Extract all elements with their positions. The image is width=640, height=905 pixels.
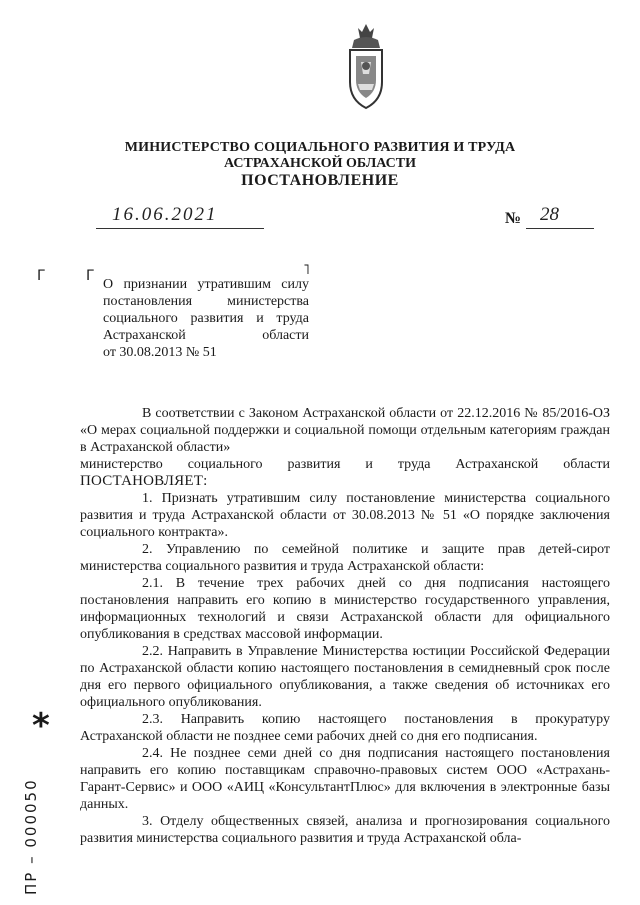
margin-asterisk: *: [32, 706, 50, 746]
number-label: №: [505, 210, 522, 227]
item-3: 3. Отделу общественных связей, анализа и прогнозирования социального развития министерства социального развития и труда Астраханской обла-: [80, 814, 610, 846]
registration-stamp: [22, 775, 62, 895]
title-line: Астраханской области: [103, 328, 309, 343]
item-2-3: 2.3. Направить копию настоящего постановления в прокуратуру Астраханской области не позднее семи рабочих дней со дня его подписания.: [80, 712, 610, 744]
document-body: [80, 405, 610, 847]
coat-of-arms-emblem: [336, 22, 396, 112]
handwritten-number: 28: [540, 204, 559, 225]
item-2-4: 2.4. Не позднее семи дней со дня подписания настоящего постановления направить его копию поставщикам справочно-правовых систем ООО «Астрахань-Гарант-Сервис» и ООО «АИЦ «КонсультантПлюс» для включения в электронные базы данных.: [80, 746, 610, 812]
title-line: постановления министерства: [103, 294, 309, 309]
title-line: от 30.08.2013 № 51: [103, 345, 217, 360]
stamp-text: ПР – 000050: [22, 778, 40, 895]
number-underline: [526, 210, 594, 229]
item-2-1: 2.1. В течение трех рабочих дней со дня подписания настоящего постановления направить его копию в министерство государственного управления, информационных технологий и связи Астраханской области для официального опубликования в средствах массовой информации.: [80, 576, 610, 642]
corner-mark-left: Г: [37, 268, 46, 284]
ministry-name-line1: МИНИСТЕРСТВО СОЦИАЛЬНОГО РАЗВИТИЯ И ТРУДА: [124, 140, 516, 155]
handwritten-date: 16.06.2021: [112, 204, 218, 225]
item-2-2: 2.2. Направить в Управление Министерства юстиции Российской Федерации по Астраханской области копию настоящего постановления в семидневный срок после дня его первого официального опубликования, а также сведения об источниках его официального опубликования.: [80, 644, 610, 710]
document-title: [103, 276, 309, 361]
ministry-line: министерство социального развития и труда Астраханской области: [80, 457, 610, 472]
ministry-name-line2: АСТРАХАНСКОЙ ОБЛАСТИ: [223, 156, 416, 171]
resolves-heading: ПОСТАНОВЛЯЕТ:: [80, 473, 208, 489]
title-line: О признании утратившим силу: [103, 277, 309, 292]
corner-mark-title-left: Г: [86, 268, 95, 284]
item-1: 1. Признать утратившим силу постановление министерства социального развития и труда Астраханской области от 30.08.2013 № 51 «О порядке заключения социального контракта».: [80, 491, 610, 540]
corner-mark-title-right: ˥: [303, 262, 310, 278]
intro-paragraph: В соответствии с Законом Астраханской области от 22.12.2016 № 85/2016-ОЗ «О мерах социальной поддержки и социальной помощи отдельным категориям граждан в Астраханской области»: [80, 406, 610, 455]
title-line: социального развития и труда: [103, 311, 309, 326]
item-2: 2. Управлению по семейной политике и защите прав детей-сирот министерства социального развития и труда Астраханской области:: [80, 542, 610, 574]
document-type: ПОСТАНОВЛЕНИЕ: [241, 172, 399, 189]
